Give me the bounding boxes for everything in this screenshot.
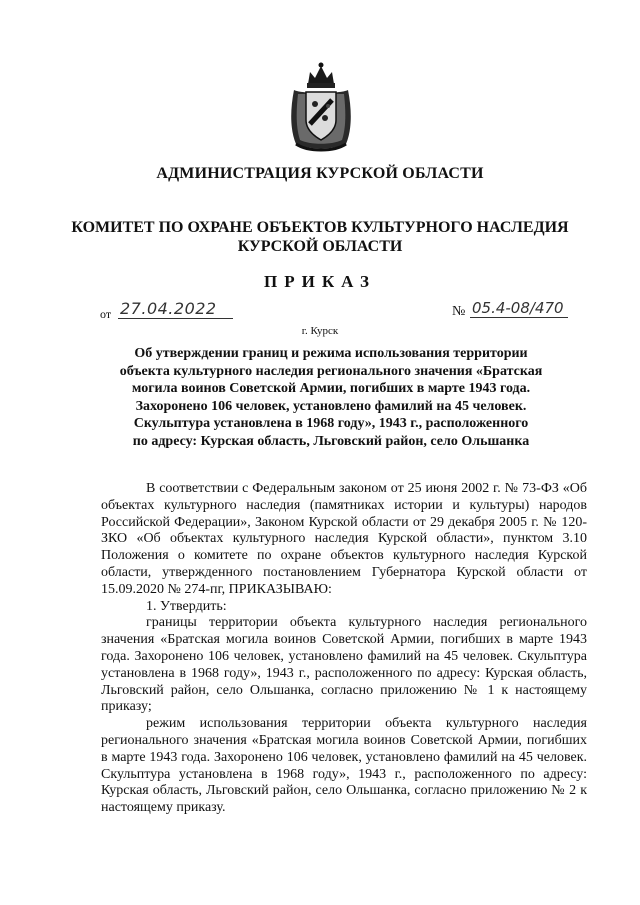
document-number: 05.4-08/470 xyxy=(470,299,568,318)
body-paragraph-item-1: 1. Утвердить: xyxy=(146,598,227,614)
document-city: г. Курск xyxy=(301,325,339,337)
org-name-committee xyxy=(0,218,640,256)
body-paragraph-preamble: В соответствии с Федеральным законом от 25 июня 2002 г. № 73-ФЗ «Об объектах культурного наследия (памятниках истории и культуры) народов Российской Федерации», Законом Курской области от 29 декабря 2005 г. № 120-ЗКО «Об объектах культурного наследия Курской области», пунктом 3.10 Положения о комитете по охране объектов культурного наследия Курской области, утвержденного постановлением Губернатора Курской области от 15.09.2020 № 274-пг, ПРИКАЗЫВАЮ: xyxy=(101,481,587,597)
title-line: Об утверждении границ и режима использования территории xyxy=(134,346,528,361)
org-name-committee-line1: КОМИТЕТ ПО ОХРАНЕ ОБЪЕКТОВ КУЛЬТУРНОГО НАСЛЕДИЯ xyxy=(71,219,569,236)
body-paragraph-boundaries: границы территории объекта культурного наследия регионального значения «Братская могила воинов Советской Армии, погибших в марте 1943 года. Захоронено 106 человек, установлено фамилий на 45 человек. Скульптура установлена в 1968 году», 1943 г., расположенного по адресу: Курская область, Льговский район, село Ольшанка, согласно приложению № 1 к настоящему приказу; xyxy=(101,615,587,715)
org-name-administration: АДМИНИСТРАЦИЯ КУРСКОЙ ОБЛАСТИ xyxy=(156,165,484,182)
coat-of-arms-icon xyxy=(288,60,354,152)
document-date: 27.04.2022 xyxy=(118,299,233,319)
title-line: Скульптура установлена в 1968 году», 1943 г., расположенного xyxy=(133,416,529,431)
org-name-committee-line2: КУРСКОЙ ОБЛАСТИ xyxy=(237,238,403,255)
number-label: № xyxy=(452,304,466,319)
document-type: ПРИКАЗ xyxy=(264,272,376,291)
title-line: Захоронено 106 человек, установлено фамилий на 45 человек. xyxy=(135,398,527,414)
document-title xyxy=(112,345,550,450)
title-line: объекта культурного наследия регионального значения «Братская xyxy=(119,363,543,379)
body-paragraph-regime: режим использования территории объекта культурного наследия регионального значения «Братская могила воинов Советской Армии, погибших в марте 1943 года. Захоронено 106 человек, установлено фамилий на 45 человек. Скульптура установлена в 1968 году», 1943 г., расположенного по адресу: Курская область, Льговский район, село Ольшанка, согласно приложению № 2 к настоящему приказу. xyxy=(101,716,587,816)
title-line: по адресу: Курская область, Льговский район, село Ольшанка xyxy=(132,433,530,449)
date-label: от xyxy=(100,307,112,321)
title-line: могила воинов Советской Армии, погибших в марте 1943 года. xyxy=(131,381,531,396)
document-body xyxy=(101,481,587,817)
